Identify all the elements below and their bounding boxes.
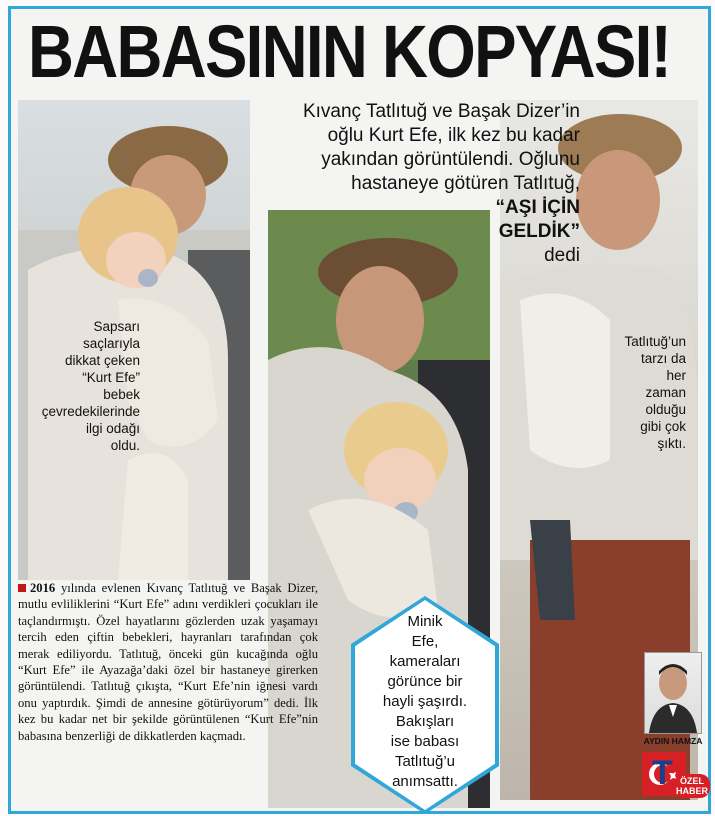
caption-line: oldu.	[110, 438, 140, 453]
exclusive-badge: ÖZEL HABER	[675, 776, 708, 796]
caption-line: zaman	[645, 385, 686, 400]
caption-line: Tatlıtuğ’un	[624, 334, 686, 349]
hex-line: Bakışları	[395, 713, 455, 730]
caption-line: gibi çok	[640, 419, 686, 434]
intro-quote-line: GELDİK”	[498, 221, 580, 242]
caption-line: her	[666, 368, 686, 383]
caption-line: Sapsarı	[93, 319, 140, 334]
article-year: 2016	[30, 581, 56, 595]
intro-line: yakından görüntülendi. Oğlunu	[321, 149, 580, 170]
hex-line: görünce bir	[387, 673, 463, 690]
caption-right	[610, 333, 686, 452]
intro-quote-line: “AŞI İÇİN	[495, 197, 580, 218]
author-badge	[640, 648, 710, 808]
newspaper-logo-letter: T	[652, 754, 673, 792]
caption-left	[20, 318, 140, 454]
hex-line: kameraları	[389, 653, 461, 670]
caption-line: bebek	[103, 387, 140, 402]
hex-line: ise babası	[390, 733, 460, 750]
intro-line: Kıvanç Tatlıtuğ ve Başak Dizer’in	[302, 101, 580, 122]
intro-line: oğlu Kurt Efe, ilk kez bu kadar	[327, 125, 580, 146]
caption-line: ilgi odağı	[85, 421, 140, 436]
intro-caption	[228, 100, 580, 268]
author-name: AYDIN HAMZA	[643, 736, 703, 746]
article-body	[18, 580, 318, 744]
hex-caption	[365, 612, 485, 792]
caption-line: tarzı da	[640, 351, 686, 366]
caption-line: şıktı.	[657, 436, 686, 451]
headline: BABASININ KOPYASI!	[28, 10, 671, 93]
caption-line: çevredekilerinde	[41, 404, 140, 419]
intro-said: dedi	[544, 245, 580, 266]
article-text: yılında evlenen Kıvanç Tatlıtuğ ve Başak Dizer, mutlu evliliklerini “Kurt Efe” adını verdikleri çocukları ile taçlandırmıştı. Özel hayatlarını gözlerden uzak yaşamayı tercih eden çiftin bebekleri, hayranları tarafından çok merak ediliyordu. Tatlıtuğ, önceki gün kucağında oğlu “Kurt Efe” ile Ayazağa’daki özel bir hastaneye girerken görüntülendi. Tatlıtuğ çıkışta, “Kurt Efe’nin iğnesi vardı onu yaptırdık. Şimdi de annesine götürüyorum” dedi. İlk kez bu kadar net bir şekilde görüntülenen “Kurt Efe”nin babasına benzerliği de dikkatlerden kaçmadı.	[18, 581, 318, 743]
caption-line: “Kurt Efe”	[82, 370, 140, 385]
caption-line: olduğu	[645, 402, 686, 417]
red-bullet-icon	[18, 584, 26, 592]
hex-line: anımsattı.	[392, 773, 458, 790]
hex-line: Tatlıtuğ’u	[394, 753, 456, 770]
caption-line: dikkat çeken	[64, 353, 140, 368]
hex-line: Minik	[407, 613, 443, 630]
hex-line: Efe,	[411, 633, 439, 650]
intro-line: hastaneye götüren Tatlıtuğ,	[351, 173, 580, 194]
caption-line: saçlarıyla	[82, 336, 140, 351]
hex-line: hayli şaşırdı.	[382, 693, 468, 710]
author-photo	[644, 652, 702, 734]
